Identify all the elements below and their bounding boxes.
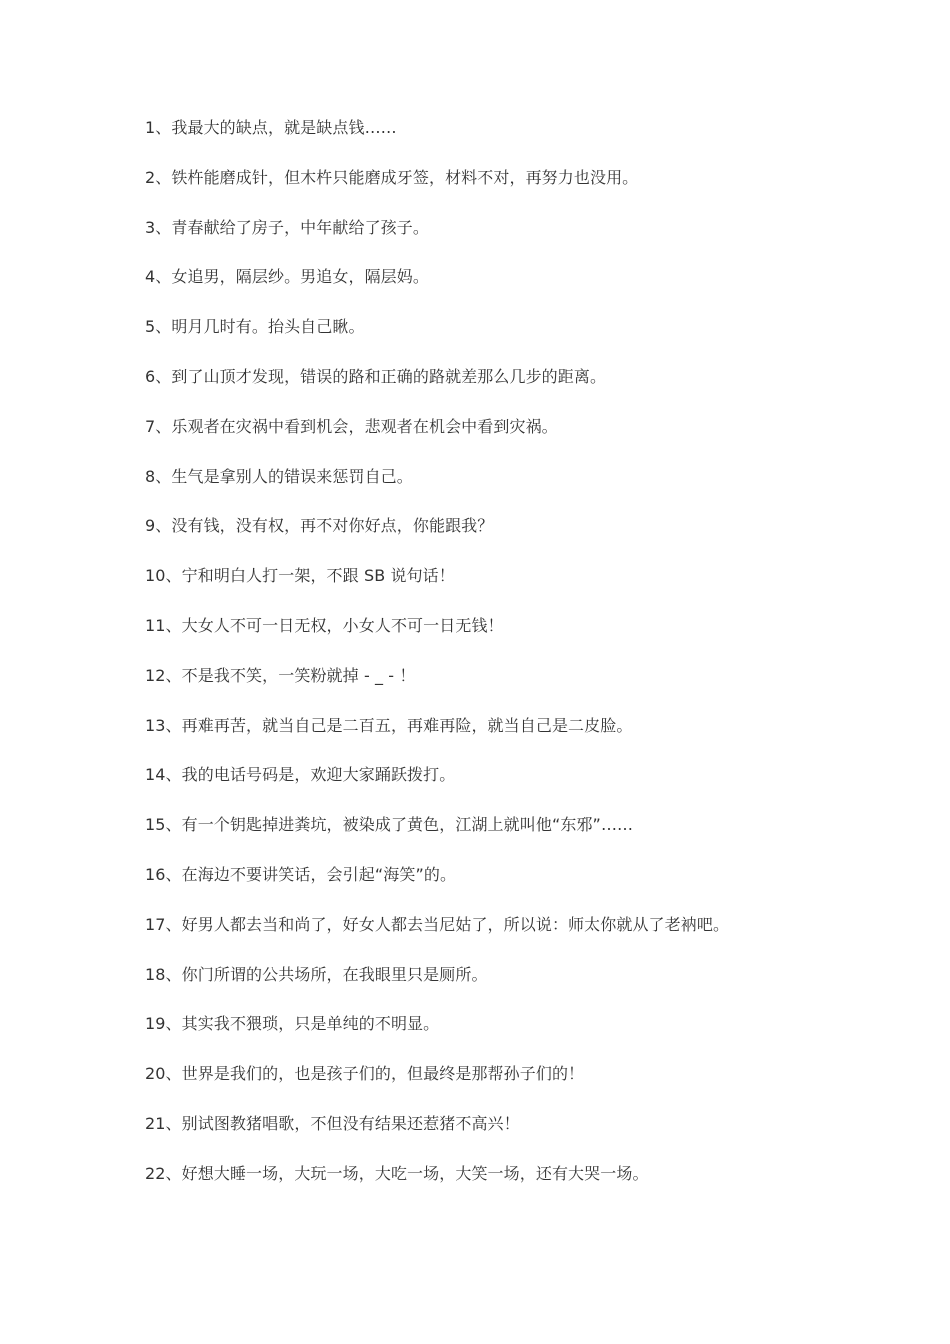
joke-list xyxy=(145,114,925,1210)
list-item: 11、大女人不可一日无权，小女人不可一日无钱！ xyxy=(145,615,504,635)
list-item: 17、好男人都去当和尚了，好女人都去当尼姑了，所以说：师太你就从了老衲吧。 xyxy=(145,914,730,934)
list-item: 4、女追男，隔层纱。男追女，隔层妈。 xyxy=(145,267,429,287)
list-item: 21、别试图教猪唱歌，不但没有结果还惹猪不高兴！ xyxy=(145,1113,520,1133)
list-item: 7、乐观者在灾祸中看到机会，悲观者在机会中看到灾祸。 xyxy=(145,416,558,436)
list-item: 18、你门所谓的公共场所，在我眼里只是厕所。 xyxy=(145,964,488,984)
list-item: 3、青春献给了房子，中年献给了孩子。 xyxy=(145,217,429,237)
list-item: 5、明月几时有。抬头自己瞅。 xyxy=(145,317,365,337)
list-item: 1、我最大的缺点，就是缺点钱…… xyxy=(145,118,397,137)
list-item: 13、再难再苦，就当自己是二百五，再难再险，就当自己是二皮脸。 xyxy=(145,715,633,735)
list-item: 2、铁杵能磨成针，但木杵只能磨成牙签，材料不对，再努力也没用。 xyxy=(145,167,639,187)
list-item: 15、有一个钥匙掉进粪坑，被染成了黄色，江湖上就叫他“东邪”…… xyxy=(145,815,634,835)
list-item: 14、我的电话号码是，欢迎大家踊跃拨打。 xyxy=(145,765,456,785)
list-item: 10、宁和明白人打一架，不跟 SB 说句话！ xyxy=(145,566,455,586)
list-item: 20、世界是我们的，也是孩子们的，但最终是那帮孙子们的！ xyxy=(145,1064,585,1084)
list-item: 22、好想大睡一场，大玩一场，大吃一场，大笑一场，还有大哭一场。 xyxy=(145,1163,649,1183)
list-item: 19、其实我不猥琐，只是单纯的不明显。 xyxy=(145,1014,440,1034)
list-item: 9、没有钱，没有权，再不对你好点，你能跟我？ xyxy=(145,516,494,536)
list-item: 12、不是我不笑，一笑粉就掉 - _ - ！ xyxy=(145,665,416,685)
list-item: 6、到了山顶才发现，错误的路和正确的路就差那么几步的距离。 xyxy=(145,366,607,386)
list-item: 8、生气是拿别人的错误来惩罚自己。 xyxy=(145,466,413,486)
list-item: 16、在海边不要讲笑话，会引起“海笑”的。 xyxy=(145,864,457,884)
